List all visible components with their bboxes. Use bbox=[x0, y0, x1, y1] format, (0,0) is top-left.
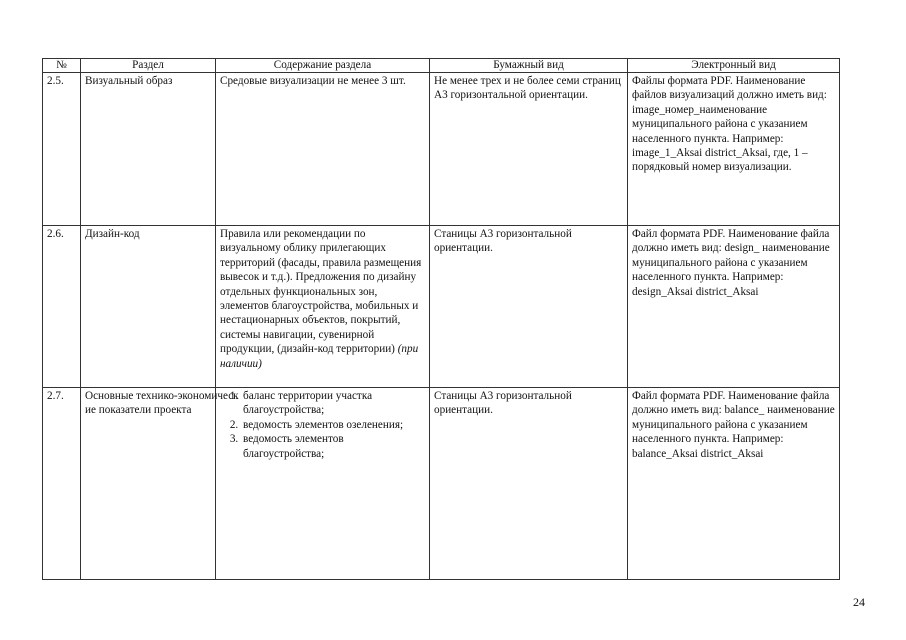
row-electronic: Файл формата PDF. Наименование файла должно иметь вид: balance_ наименование муниципального района с указанием населенного пункта. Например: balance_Aksai district_Aksai bbox=[628, 388, 840, 580]
row-paper: Станицы А3 горизонтальной ориентации. bbox=[430, 388, 628, 580]
row-content bbox=[216, 388, 430, 580]
row-electronic: Файл формата PDF. Наименование файла должно иметь вид: design_ наименование муниципального района с указанием населенного пункта. Например: design_Aksai district_Aksai bbox=[628, 226, 840, 388]
row-number: 2.5. bbox=[43, 73, 81, 226]
table-row bbox=[43, 226, 840, 388]
header-section: Раздел bbox=[81, 59, 216, 73]
row-content-note: (при наличии) bbox=[220, 343, 419, 370]
list-item: 2. ведомость элементов озеленения; bbox=[241, 418, 425, 432]
row-number: 2.6. bbox=[43, 226, 81, 388]
document-table bbox=[42, 58, 840, 580]
row-number: 2.7. bbox=[43, 388, 81, 580]
list-item: 3. ведомость элементов благоустройства; bbox=[241, 432, 425, 461]
row-content bbox=[216, 226, 430, 388]
table-header-row bbox=[43, 59, 840, 73]
row-section-line2: ие показатели проекта bbox=[85, 404, 192, 417]
row-section: Визуальный образ bbox=[81, 73, 216, 226]
header-number: № bbox=[43, 59, 81, 73]
row-content: Средовые визуализации не менее 3 шт. bbox=[216, 73, 430, 226]
content-list bbox=[220, 389, 425, 461]
header-paper: Бумажный вид bbox=[430, 59, 628, 73]
header-electronic: Электронный вид bbox=[628, 59, 840, 73]
table-row bbox=[43, 73, 840, 226]
row-electronic: Файлы формата PDF. Наименование файлов визуализаций должно иметь вид: image_номер_наименование муниципального района с указанием населенного пункта. Например: image_1_Aksai district_Aksai, где, 1 – порядковый номер визуализации. bbox=[628, 73, 840, 226]
page-number: 24 bbox=[853, 595, 865, 609]
row-section bbox=[81, 388, 239, 580]
header-content: Содержание раздела bbox=[216, 59, 430, 73]
row-content-text: Правила или рекомендации по визуальному облику прилегающих территорий (фасады, правила размещения вывесок и т.д.). Предложения по дизайну отдельных функциональных зон, элементов благоустройства, мобильных и нестационарных объектов, покрытий, системы навигации, сувенирной продукции, (дизайн-код территории) bbox=[220, 228, 422, 356]
row-paper: Не менее трех и не более семи страниц А3 горизонтальной ориентации. bbox=[430, 73, 628, 226]
table-row bbox=[43, 388, 840, 580]
row-paper: Станицы А3 горизонтальной ориентации. bbox=[430, 226, 628, 388]
row-section-line1: Основные технико-экономическ bbox=[85, 390, 239, 402]
row-section: Дизайн-код bbox=[81, 226, 216, 388]
list-item: 1. баланс территории участка благоустройства; bbox=[241, 389, 425, 418]
